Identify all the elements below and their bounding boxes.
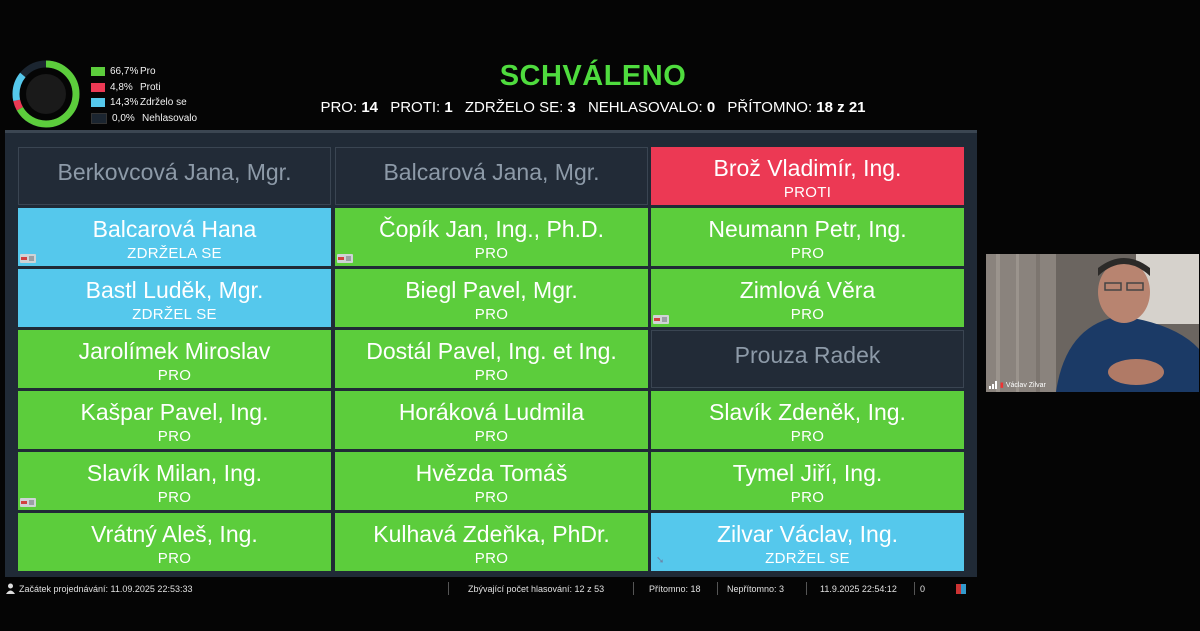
status-absent: Nepřítomno: 3 [727, 584, 785, 594]
summary-nehlasovalo [588, 99, 715, 116]
status-start: Začátek projednávání: 11.09.2025 22:53:33 [19, 584, 193, 594]
vote-summary [0, 99, 1186, 116]
status-divider [633, 582, 634, 595]
legend-label: Nehlasovalo [142, 112, 198, 124]
mic-muted-icon: ▮ [1000, 382, 1004, 389]
summary-pritomno-label: PŘÍTOMNO: [727, 99, 813, 116]
member-cell [651, 147, 964, 205]
legend-label: Proti [140, 81, 161, 93]
member-vote: PRO [474, 245, 509, 262]
member-cell [335, 513, 648, 571]
summary-zdrzelo-label: ZDRŽELO SE: [464, 99, 564, 116]
member-name: Slavík Zdeněk, Ing. [709, 399, 906, 425]
voting-board [5, 130, 977, 577]
signal-icon [989, 381, 999, 389]
card-reader-icon [337, 254, 353, 263]
flag-icon [956, 584, 966, 594]
member-name: Jarolímek Miroslav [78, 338, 271, 364]
member-name: Zimlová Věra [739, 277, 876, 303]
member-cell [651, 269, 964, 327]
card-reader-icon [20, 498, 36, 507]
member-vote: PRO [157, 489, 192, 506]
status-divider [914, 582, 915, 595]
member-name: Brož Vladimír, Ing. [713, 155, 902, 181]
result-title: SCHVÁLENO [499, 60, 687, 92]
member-name: Tymel Jiří, Ing. [732, 460, 883, 486]
card-reader-icon [653, 315, 669, 324]
member-cell [335, 269, 648, 327]
summary-proti-value: 1 [444, 99, 453, 116]
summary-pritomno [727, 99, 865, 116]
summary-pro-label: PRO: [320, 99, 358, 116]
member-name: Vrátný Aleš, Ing. [91, 521, 258, 547]
member-cell [651, 513, 964, 571]
member-name: Dostál Pavel, Ing. et Ing. [366, 338, 617, 364]
member-name: Kulhavá Zdeňka, PhDr. [373, 521, 610, 547]
member-cell [651, 452, 964, 510]
member-name: Balcarová Hana [92, 216, 257, 242]
member-name: Zilvar Václav, Ing. [716, 521, 899, 547]
member-cell [18, 208, 331, 266]
summary-pro [320, 99, 378, 116]
member-cell [18, 330, 331, 388]
member-name: Berkovcová Jana, Mgr. [57, 159, 292, 185]
summary-proti [390, 99, 453, 116]
member-vote: PRO [790, 306, 825, 323]
member-vote: ZDRŽELA SE [127, 245, 222, 262]
member-cell [18, 513, 331, 571]
legend-label: Zdrželo se [140, 97, 187, 109]
member-cell [651, 330, 964, 388]
summary-nehlasovalo-value: 0 [706, 99, 716, 116]
status-divider [806, 582, 807, 595]
summary-pritomno-value: 18 z 21 [816, 99, 866, 116]
summary-pro-value: 14 [361, 99, 379, 116]
member-cell [18, 452, 331, 510]
member-vote: PRO [157, 367, 192, 384]
member-cell [335, 330, 648, 388]
member-cell [335, 208, 648, 266]
summary-zdrzelo-value: 3 [567, 99, 576, 116]
member-vote: PRO [474, 550, 509, 567]
member-cell [651, 208, 964, 266]
summary-zdrzelo [465, 99, 576, 116]
status-remaining: Zbývající počet hlasování: 12 z 53 [468, 584, 605, 594]
member-name: Hvězda Tomáš [415, 460, 568, 486]
legend-label: Pro [140, 66, 156, 78]
member-cell [18, 147, 331, 205]
member-name: Bastl Luděk, Mgr. [85, 277, 264, 303]
member-vote: PRO [790, 245, 825, 262]
member-vote: PRO [790, 428, 825, 445]
member-name: Slavík Milan, Ing. [86, 460, 263, 486]
member-name: Kašpar Pavel, Ing. [80, 399, 269, 425]
pointer-icon: ➘ [656, 555, 665, 566]
summary-proti-label: PROTI: [390, 99, 441, 116]
member-vote: ZDRŽEL SE [132, 306, 217, 323]
status-datetime: 11.9.2025 22:54:12 [820, 584, 897, 594]
summary-nehlasovalo-label: NEHLASOVALO: [587, 99, 703, 116]
status-divider [717, 582, 718, 595]
member-vote: PROTI [783, 184, 832, 201]
participant-name-text: Václav Zilvar [1005, 382, 1046, 389]
participant-name [1000, 381, 1046, 389]
member-vote: PRO [157, 428, 192, 445]
member-cell [335, 147, 648, 205]
legend-pct: 4,8% [110, 81, 133, 93]
member-vote: PRO [790, 489, 825, 506]
member-name: Horáková Ludmila [398, 399, 585, 425]
card-reader-icon [20, 254, 36, 263]
legend-pct: 66,7% [110, 66, 139, 78]
status-divider [448, 582, 449, 595]
member-name: Neumann Petr, Ing. [708, 216, 907, 242]
member-cell [651, 391, 964, 449]
status-present: Přítomno: 18 [649, 584, 701, 594]
member-vote: PRO [474, 489, 509, 506]
legend-pct: 14,3% [110, 97, 139, 109]
status-bar [0, 578, 972, 598]
member-cell [18, 391, 331, 449]
video-tile[interactable] [986, 254, 1199, 392]
member-name: Biegl Pavel, Mgr. [405, 277, 578, 303]
member-vote: PRO [474, 306, 509, 323]
member-name: Balcarová Jana, Mgr. [383, 159, 600, 185]
member-vote: ZDRŽEL SE [765, 550, 850, 567]
member-name: Prouza Radek [734, 342, 881, 368]
member-vote: PRO [157, 550, 192, 567]
member-cell [335, 452, 648, 510]
legend-pct: 0,0% [112, 112, 135, 124]
member-name: Čopík Jan, Ing., Ph.D. [378, 216, 604, 242]
member-cell [335, 391, 648, 449]
person-icon [6, 583, 15, 594]
member-vote: PRO [474, 367, 509, 384]
status-counter: 0 [920, 584, 926, 594]
participant-video-image [986, 254, 1199, 392]
member-vote: PRO [474, 428, 509, 445]
member-cell [18, 269, 331, 327]
